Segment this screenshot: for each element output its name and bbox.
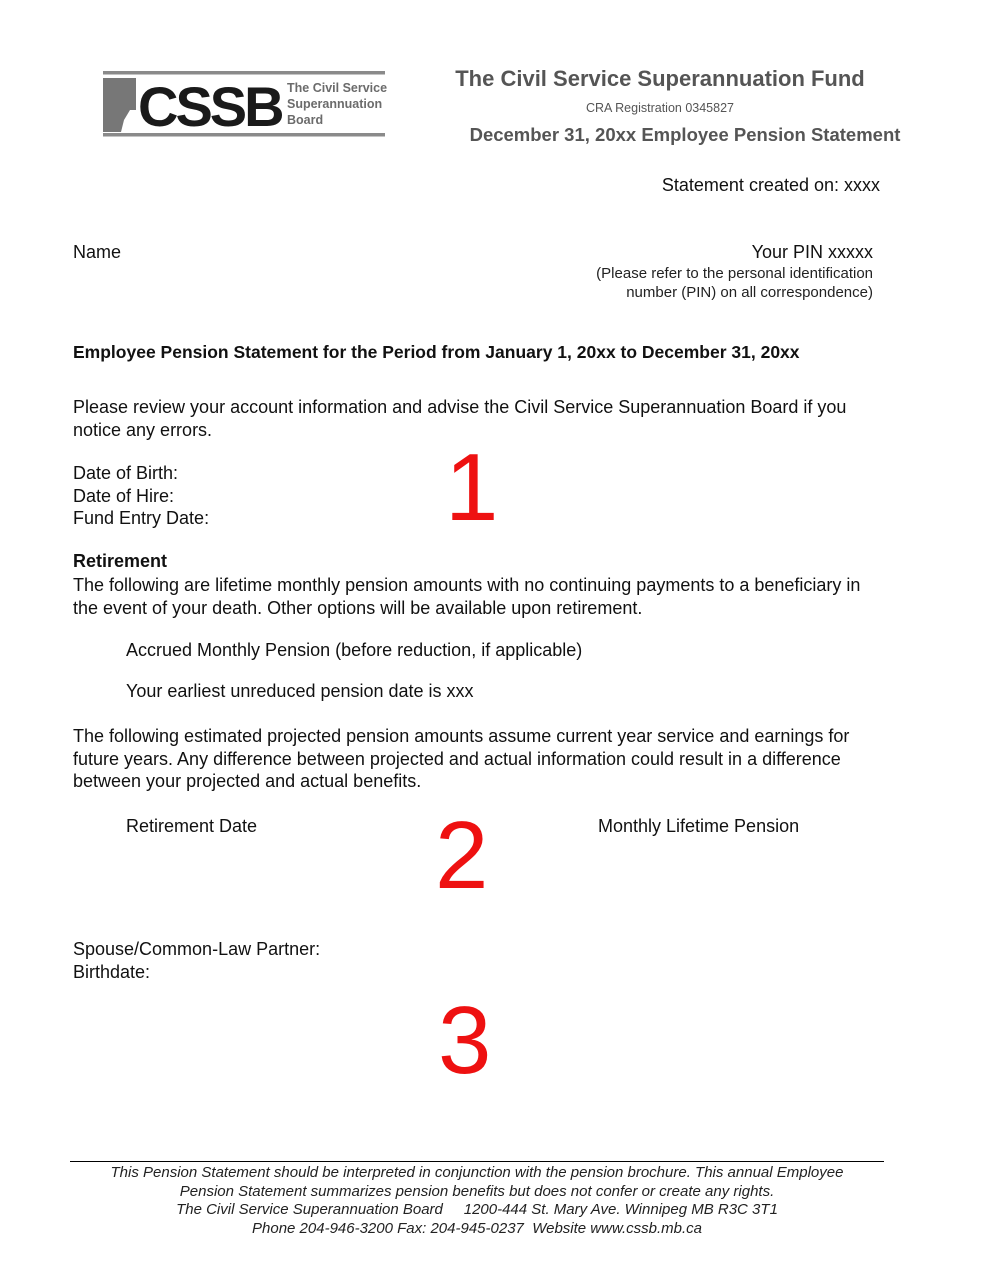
marker-2: 2 (435, 802, 489, 909)
monthly-pension-column-header: Monthly Lifetime Pension (598, 816, 800, 836)
spouse-info (73, 938, 320, 983)
marker-3: 3 (438, 987, 492, 1094)
retirement-paragraph: The following are lifetime monthly pension amounts with no continuing payments to a beneficiary in the event of your death. Other options will be available upon retirement. (73, 575, 861, 618)
member-dates (73, 462, 209, 530)
logo-line1: The Civil Service (287, 81, 388, 95)
accrued-pension-label: Accrued Monthly Pension (before reduction, if applicable) (126, 640, 583, 660)
footer-line2: Pension Statement summarizes pension benefits but does not confer or create any rights. (179, 1182, 775, 1200)
cssb-logo-graphic (100, 68, 388, 140)
cssb-logo (100, 68, 388, 140)
footer-address: The Civil Service Superannuation Board 1200-444 St. Mary Ave. Winnipeg MB R3C 3T1 (176, 1201, 778, 1218)
logo-top-rule (103, 71, 385, 75)
pin-note-line1: (Please refer to the personal identification (596, 265, 873, 282)
statement-created-date: Statement created on: xxxx (661, 175, 880, 195)
member-pin: Your PIN xxxxx (751, 242, 873, 262)
footer-line1: This Pension Statement should be interpreted in conjunction with the pension brochure. This annual Employee (110, 1164, 844, 1181)
logo-line3: Board (287, 113, 324, 127)
pin-note (596, 264, 873, 302)
cra-registration: CRA Registration 0345827 (585, 101, 734, 115)
fund-entry-date-label: Fund Entry Date: (73, 508, 210, 528)
retirement-heading: Retirement (73, 551, 168, 571)
footer-divider (70, 1161, 884, 1162)
manitoba-province-icon (103, 78, 136, 132)
spouse-birthdate-label: Birthdate: (73, 961, 151, 982)
date-of-birth-label: Date of Birth: (73, 463, 179, 483)
logo-line2: Superannuation (287, 97, 383, 111)
logo-abbr: CSSB (138, 75, 282, 138)
spouse-partner-label: Spouse/Common-Law Partner: (73, 939, 321, 959)
footer-contact: Phone 204-946-3200 Fax: 204-945-0237 Website www.cssb.mb.ca (252, 1219, 702, 1237)
projection-paragraph: The following estimated projected pension amounts assume current year service and earnings for future years. Any difference between projected and actual information could result in a difference between your projected and actual benefits. (73, 726, 850, 791)
member-name-label: Name (73, 242, 122, 262)
intro-paragraph: Please review your account information and advise the Civil Service Superannuation Board if you notice any errors. (73, 397, 847, 440)
pin-note-line2: number (PIN) on all correspondence) (626, 284, 873, 301)
fund-title: The Civil Service Superannuation Fund (455, 66, 865, 91)
retirement-date-column-header: Retirement Date (126, 816, 258, 836)
earliest-unreduced-date: Your earliest unreduced pension date is xxx (126, 681, 474, 701)
date-of-hire-label: Date of Hire: (73, 485, 175, 506)
marker-1: 1 (445, 434, 499, 541)
statement-title: December 31, 20xx Employee Pension Statement (469, 124, 901, 145)
footer (70, 1164, 884, 1238)
period-title: Employee Pension Statement for the Period from January 1, 20xx to December 31, 20xx (73, 342, 800, 362)
